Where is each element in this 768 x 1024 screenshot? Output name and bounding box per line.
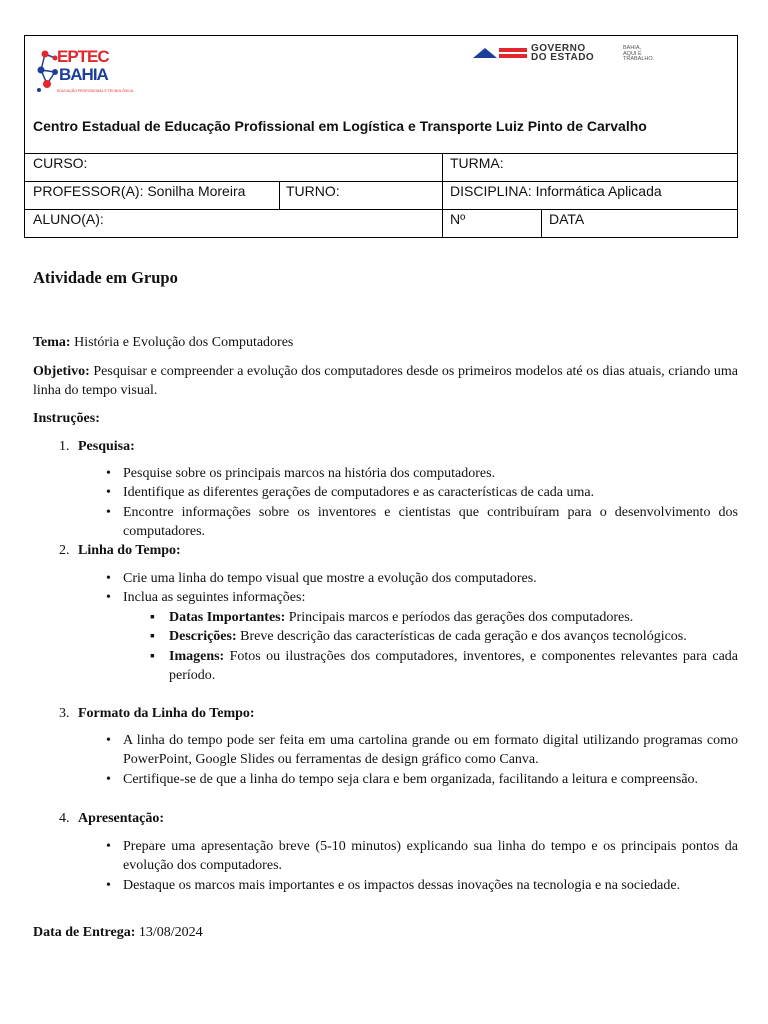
- flag-icon: [473, 46, 529, 60]
- section-title: Linha do Tempo:: [78, 543, 181, 558]
- list-item: • Certifique-se de que a linha do tempo seja clara e bem organizada, facilitando a leitura e compreensão.: [104, 770, 738, 789]
- list-item: • Encontre informações sobre os inventores e cientistas que contribuíram para o desenvolvimento dos computadores.: [104, 503, 738, 542]
- section-title: Pesquisa:: [78, 439, 135, 454]
- slogan-line3: TRABALHO.: [623, 56, 655, 62]
- field-turno: TURNO:: [286, 183, 340, 199]
- entrega-paragraph: [33, 923, 738, 942]
- list-item: • A linha do tempo pode ser feita em uma cartolina grande ou em formato digital utilizando programas como PowerPoint, Google Slides ou ferramentas de design gráfico como Canva.: [104, 731, 738, 770]
- section-bullets: [104, 731, 738, 789]
- objetivo-paragraph: [33, 362, 738, 401]
- list-item: • Prepare uma apresentação breve (5-10 minutos) explicando sua linha do tempo e os principais pontos da evolução dos computadores.: [104, 837, 738, 876]
- field-curso: CURSO:: [33, 155, 88, 171]
- field-disciplina: DISCIPLINA: Informática Aplicada: [450, 183, 662, 199]
- list-item: • Crie uma linha do tempo visual que mostre a evolução dos computadores.: [104, 569, 738, 588]
- sub-item-label: Imagens:: [169, 648, 225, 664]
- sub-item-text: Fotos ou ilustrações dos computadores, inventores, e componentes relevantes para cada período.: [169, 648, 738, 683]
- document-header: [24, 35, 738, 238]
- logo-tagline: EDUCAÇÃO PROFISSIONAL E TECNOLÓGICA: [57, 89, 134, 93]
- section-number: 4.: [59, 811, 70, 826]
- table-divider: [541, 209, 542, 238]
- governo-line1: GOVERNO: [531, 43, 586, 54]
- sub-bullets: [150, 608, 738, 685]
- section-heading: [59, 541, 181, 560]
- field-aluno: ALUNO(A):: [33, 211, 104, 227]
- objetivo-text: Pesquisar e compreender a evolução dos computadores desde os primeiros modelos até os dias atuais, criando uma linha do tempo visual.: [33, 364, 738, 399]
- list-item: • Pesquise sobre os principais marcos na história dos computadores.: [104, 464, 738, 483]
- list-item: • Identifique as diferentes gerações de computadores e as características de cada uma.: [104, 483, 738, 502]
- governo-line2: DO ESTADO: [531, 52, 595, 63]
- instrucoes-label: Instruções:: [33, 411, 100, 426]
- objetivo-label: Objetivo:: [33, 364, 90, 379]
- section-number: 1.: [59, 439, 70, 454]
- list-item: • Destaque os marcos mais importantes e os impactos dessas inovações na tecnologia e na sociedade.: [104, 876, 738, 895]
- section-number: 2.: [59, 543, 70, 558]
- logo-bahia-text: BAHIA: [59, 65, 108, 84]
- school-name: Centro Estadual de Educação Profissional em Logística e Transporte Luiz Pinto de Carvalho: [33, 118, 647, 134]
- slogan-line2: AQUI É: [623, 50, 642, 57]
- table-divider: [25, 209, 737, 210]
- section-bullets: [104, 569, 738, 608]
- section-title: Apresentação:: [78, 811, 165, 826]
- section-heading: [59, 437, 135, 456]
- list-item: [150, 608, 738, 627]
- section-bullets: [104, 837, 738, 895]
- section-heading: [59, 809, 164, 828]
- sub-item-label: Descrições:: [169, 629, 237, 645]
- field-numero: Nº: [450, 211, 466, 227]
- page-title: Atividade em Grupo: [33, 268, 178, 287]
- field-professor: PROFESSOR(A): Sonilha Moreira: [33, 183, 246, 199]
- field-turma: TURMA:: [450, 155, 504, 171]
- table-divider: [25, 153, 737, 154]
- slogan-line1: BAHIA,: [623, 45, 642, 51]
- tema-label: Tema:: [33, 335, 71, 350]
- tema-paragraph: [33, 333, 738, 352]
- section-heading: [59, 704, 255, 723]
- list-item: [150, 627, 738, 646]
- logo-eptec-text: EPTEC: [57, 47, 109, 66]
- governo-text: [531, 44, 594, 62]
- table-divider: [279, 181, 280, 209]
- list-item: • Inclua as seguintes informações:: [104, 588, 738, 607]
- governo-bahia-logo: [473, 44, 683, 66]
- field-data: DATA: [549, 211, 585, 227]
- section-number: 3.: [59, 706, 70, 721]
- entrega-date: 13/08/2024: [135, 925, 203, 940]
- section-title: Formato da Linha do Tempo:: [78, 706, 255, 721]
- section-bullets: [104, 464, 738, 541]
- sub-item-text: Principais marcos e períodos das gerações dos computadores.: [285, 610, 634, 625]
- list-item: [150, 647, 738, 686]
- bahia-slogan: [623, 46, 654, 63]
- eptec-bahia-logo: [33, 42, 134, 104]
- tema-text: História e Evolução dos Computadores: [70, 335, 294, 350]
- sub-item-text: Breve descrição das características de cada geração e dos avanços tecnológicos.: [236, 629, 687, 645]
- entrega-label: Data de Entrega:: [33, 925, 136, 940]
- table-divider: [25, 181, 737, 182]
- sub-item-label: Datas Importantes:: [169, 610, 286, 625]
- table-divider: [442, 153, 443, 238]
